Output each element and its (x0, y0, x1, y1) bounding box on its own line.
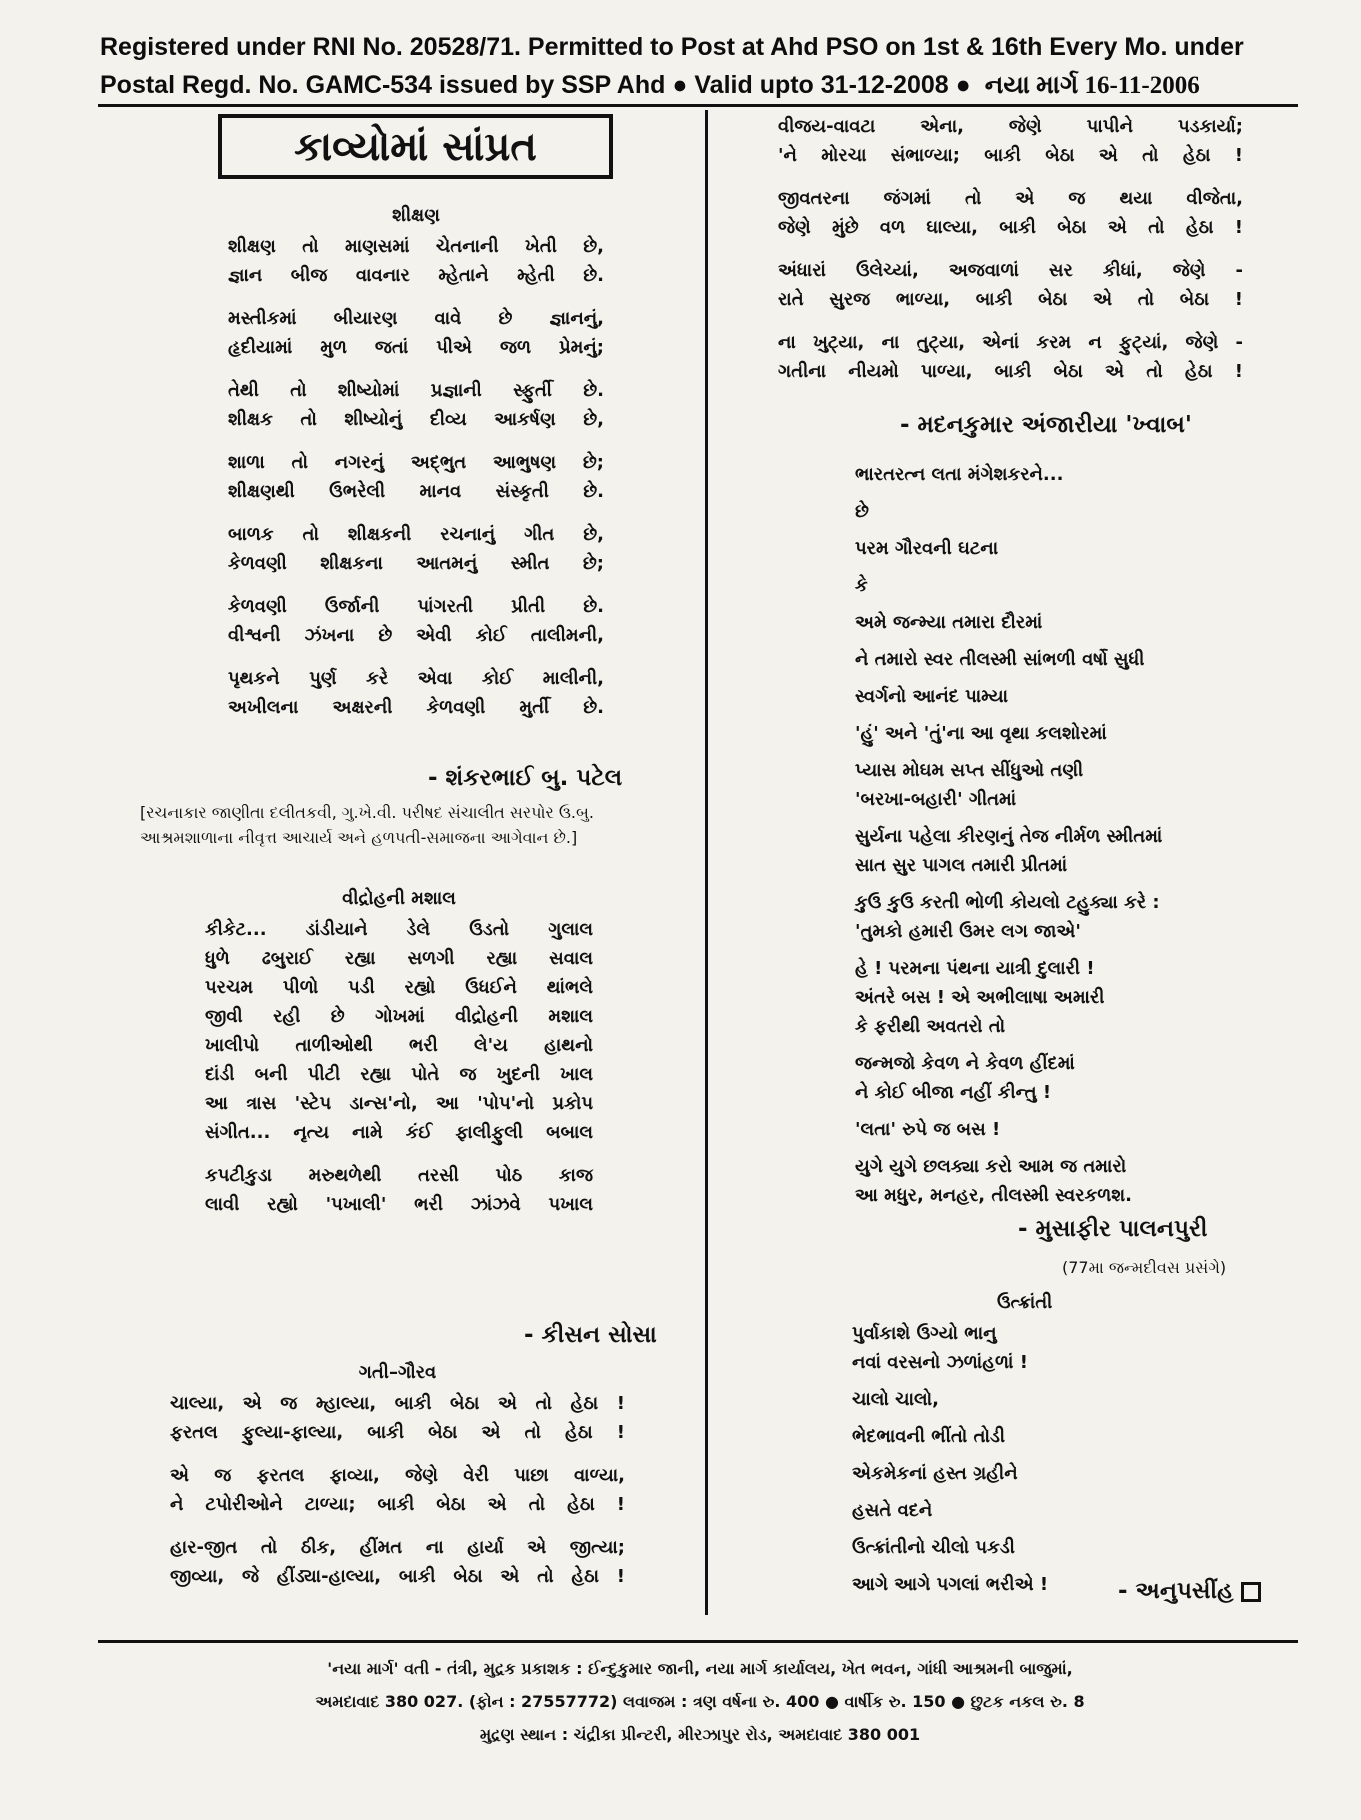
poem-line: સાત સુર પાગલ તમારી પ્રીતમાં (855, 855, 1068, 876)
imprint-line-3: મુદ્રણ સ્થાન : ચંદ્રીકા પ્રીન્ટરી, મીરઝાપુર રોડ, અમદાવાદ 380 001 (479, 1725, 921, 1744)
author-note: [રચનાકાર જાણીતા દલીતકવી, ગુ.ખે.વી. પરીષદ સંચાલીત સરપોર ઉ.બુ. આશ્રમશાળાના નીવૃત્ત આચાર્ય અને હળપતી-સમાજના આગેવાન છે.] (140, 803, 594, 847)
poem-body (852, 1319, 1152, 1599)
stanza (778, 256, 1243, 314)
poem-line: હસતે વદને (852, 1500, 933, 1521)
poem-line: આ મધુર, મનહર, તીલસ્મી સ્વરકળશ. (855, 1185, 1133, 1206)
poem-line: શીક્ષણથી ઉભરેલી માનવ સંસ્કૃતી છે. (228, 481, 604, 502)
poem-line: 'લતા' રુપે જ બસ ! (855, 1119, 1001, 1140)
imprint-line-1: 'નયા માર્ગ' વતી - તંત્રી, મુદ્રક પ્રકાશક : ઈન્દુકુમાર જાની, નયા માર્ગ કાર્યાલય, ખેત ભવન, ગાંધી આશ્રમની બાજુમાં, (327, 1659, 1073, 1678)
poem-line: શીક્ષક તો શીષ્યોનું દીવ્ય આકર્ષણ છે, (228, 409, 604, 430)
stanza (778, 328, 1243, 386)
poem-line: પરમ ગૌરવની ઘટના (855, 538, 999, 559)
poem-line: ના ખુટ્યા, ના તુટ્યા, એનાં કરમ ન ફુટ્યાં, જેણે - (778, 332, 1243, 353)
poem-body (170, 1389, 625, 1591)
poem-line: જીવ્યા, જે હીંડ્યા-હાલ્યા, બાકી બેઠા એ તો હેઠા ! (170, 1566, 625, 1587)
poem-line: ને કોઈ બીજા નહીં કીન્તુ ! (855, 1082, 1052, 1103)
poem-line: અમે જન્મ્યા તમારા દૌરમાં (855, 612, 1043, 633)
poem-line: આ ત્રાસ 'સ્ટેપ ડાન્સ'નો, આ 'પોપ'નો પ્રકોપ (205, 1093, 593, 1114)
stanza (228, 664, 604, 722)
stanza (228, 592, 604, 650)
poem-line: હાર-જીત તો ઠીક, હીંમત ના હાર્યા એ જીત્યા; (170, 1537, 625, 1558)
registration-header (100, 28, 1300, 105)
poem-line: એ જ ફરતલ ફાવ્યા, જેણે વેરી પાછા વાળ્યા, (170, 1465, 625, 1486)
poem-line: તેથી તો શીષ્યોમાં પ્રજ્ઞાની સ્ફુર્તી છે. (228, 380, 604, 401)
poem-lata (855, 460, 1255, 1210)
poem-line: યુગે યુગે છલક્યા કરો આમ જ તમારો (855, 1156, 1127, 1177)
poem-line: મસ્તીકમાં બીયારણ વાવે છે જ્ઞાનનું, (228, 308, 604, 329)
stanza (228, 448, 604, 506)
poem-line: પુર્વાકાશે ઉગ્યો ભાનુ (852, 1323, 997, 1344)
poem-shikshan (228, 205, 604, 736)
stanza (228, 304, 604, 362)
stanza (778, 184, 1243, 242)
poem-line: ભારતરત્ન લતા મંગેશકરને... (855, 464, 1064, 485)
registration-line-1: Registered under RNI No. 20528/71. Permitted to Post at Ahd PSO on 1st & 16th Every Mo. under (100, 33, 1244, 61)
poem-title: ગતી–ગૌરવ (358, 1362, 437, 1383)
column-divider (705, 110, 708, 1615)
poem-vidroh (205, 888, 593, 1233)
stanza (170, 1533, 625, 1591)
stanza (228, 376, 604, 434)
poem-body (855, 460, 1255, 1210)
poem-line: અંતરે બસ ! એ અભીલાષા અમારી (855, 987, 1105, 1008)
poem-line: ચાલો ચાલો, (852, 1389, 939, 1410)
poem-gati-gaurav-continued (778, 112, 1243, 400)
poem-line: વીજય-વાવટા એના, જેણે પાપીને પડકાર્યા; (778, 116, 1243, 137)
poem-line: શાળા તો નગરનું અદ્‌ભુત આભુષણ છે; (228, 452, 604, 473)
poem-line: પરચમ પીળો પડી રહ્યો ઉધઈને થાંભલે (205, 977, 593, 998)
poem-line: ખાલીપો તાળીઓથી ભરી લે'ય હાથનો (205, 1035, 593, 1056)
poem-author: - મુસાફીર પાલનપુરી (1018, 1216, 1208, 1242)
poem-line: વીશ્વની ઝંખના છે એવી કોઈ તાલીમની, (228, 625, 604, 646)
poem-line: સુર્યના પહેલા કીરણનું તેજ નીર્મળ સ્મીતમાં (855, 826, 1163, 847)
poem-title: વીદ્રોહની મશાલ (342, 888, 456, 909)
poem-line: 'હું' અને 'તું'ના આ વૃથા કલશોરમાં (855, 723, 1107, 744)
poem-author: - કીસન સોસા (524, 1322, 657, 1348)
poem-line: સ્વર્ગનો આનંદ પામ્યા (855, 686, 1009, 707)
poem-line: આગે આગે પગલાં ભરીએ ! (852, 1574, 1049, 1595)
issue-date: નયા માર્ગ 16-11-2006 (984, 72, 1200, 99)
poem-line: શીક્ષણ તો માણસમાં ચેતનાની ખેતી છે, (228, 236, 604, 257)
poem-line: કુઉ કુઉ કરતી ભોળી કોયલો ટહુક્યા કરે : (855, 892, 1160, 913)
stanza (778, 112, 1243, 170)
poem-utkranti (852, 1292, 1152, 1599)
poem-line: 'તુમકો હમારી ઉમર લગ જાએ' (855, 921, 1081, 942)
end-square-icon (1241, 1582, 1261, 1602)
poem-line: કીકેટ... ડાંડીયાને ડેલે ઉડતો ગુલાલ (205, 919, 593, 940)
poem-author: - અનુપસીંહ (1118, 1578, 1261, 1604)
poem-line: ને તમારો સ્વર તીલસ્મી સાંભળી વર્ષો સુધી (855, 649, 1145, 670)
poem-line: લાવી રહ્યો 'પખાલી' ભરી ઝાંઝવે પખાલ (205, 1194, 593, 1215)
poem-line: સંગીત... નૃત્ય નામે કંઈ ફાલીફુલી બબાલ (205, 1122, 593, 1143)
poem-title: ઉત્ક્રાંતી (997, 1292, 1053, 1313)
poem-body (228, 232, 604, 722)
poem-author: - મદનકુમાર અંજારીયા 'ખ્વાબ' (900, 412, 1192, 438)
poem-line: બાળક તો શીક્ષકની રચનાનું ગીત છે, (228, 524, 604, 545)
poem-line: અંધારાં ઉલેચ્યાં, અજવાળાં સર કીધાં, જેણે - (778, 260, 1243, 281)
stanza (170, 1389, 625, 1447)
bottom-divider (98, 1640, 1298, 1643)
stanza (205, 915, 593, 1147)
poem-line: જન્મજો કેવળ ને કેવળ હીંદમાં (855, 1053, 1075, 1074)
poem-line: અખીલના અક્ષરની કેળવણી મુર્તી છે. (228, 697, 604, 718)
poem-line: કપટીકુડા મરુથળેથી તરસી પોઠ કાજ (205, 1165, 593, 1186)
stanza (228, 232, 604, 290)
poem-gati-gaurav (170, 1362, 625, 1605)
poem-line: ગતીના નીયમો પાળ્યા, બાકી બેઠા એ તો હેઠા ! (778, 361, 1243, 382)
poem-line: ઉત્ક્રાંતીનો ચીલો પકડી (852, 1537, 1015, 1558)
poem-line: કેળવણી ઉર્જાની પાંગરતી પ્રીતી છે. (228, 596, 604, 617)
poem-line: કે ફરીથી અવતરો તો (855, 1016, 1006, 1037)
registration-line-2: Postal Regd. No. GAMC-534 issued by SSP Ahd ● Valid upto 31-12-2008 ● નયા માર્ગ 16-11-2006 (100, 71, 1200, 99)
poem-title: શીક્ષણ (392, 205, 440, 226)
poem-line: એકમેકનાં હસ્ત ગ્રહીને (852, 1463, 1018, 1484)
poem-line: હૃદીયામાં મુળ જતાં પીએ જળ પ્રેમનું; (228, 337, 604, 358)
poem-line: જીવતરના જંગમાં તો એ જ થયા વીજેતા, (778, 188, 1243, 209)
stanza (170, 1461, 625, 1519)
imprint-line-2: અમદાવાદ 380 027. (ફોન : 27557772) લવાજમ : ત્રણ વર્ષના રુ. 400 ● વાર્ષીક રુ. 150 ● છુટક નકલ રુ. 8 (315, 1692, 1085, 1711)
poem-body (205, 915, 593, 1219)
occasion-note: (77મા જન્મદીવસ પ્રસંગે) (1062, 1258, 1227, 1277)
poem-line: જ્ઞાન બીજ વાવનાર મ્હેતાને મ્હેતી છે. (228, 265, 604, 286)
poem-line: કેળવણી શીક્ષકના આતમનું સ્મીત છે; (228, 553, 604, 574)
poem-body (778, 112, 1243, 386)
poem-line: જેણે મુંછે વળ ઘાલ્યા, બાકી બેઠા એ તો હેઠા ! (778, 217, 1243, 238)
poem-line: હે ! પરમના પંથના યાત્રી દુલારી ! (855, 958, 1095, 979)
poem-line: રાતે સુરજ ભાળ્યા, બાકી બેઠા એ તો બેઠા ! (778, 289, 1243, 310)
poem-line: પૃથકને પુર્ણ કરે એવા કોઈ માલીની, (228, 668, 604, 689)
poem-line: પ્યાસ મોઘમ સપ્ત સીંધુઓ તણી (855, 760, 1084, 781)
poem-line: દાંડી બની પીટી રહ્યા પોતે જ ખુદની ખાલ (205, 1064, 593, 1085)
poem-line: છે (855, 501, 869, 522)
stanza (205, 1161, 593, 1219)
poem-line: 'બરખા-બહારી' ગીતમાં (855, 789, 1017, 810)
poem-line: ને ટપોરીઓને ટાળ્યા; બાકી બેઠા એ તો હેઠા ! (170, 1494, 625, 1515)
poem-line: 'ને મોરચા સંભાળ્યા; બાકી બેઠા એ તો હેઠા ! (778, 145, 1243, 166)
poem-line: ફરતલ ફુલ્યા-ફાલ્યા, બાકી બેઠા એ તો હેઠા ! (170, 1422, 625, 1443)
poem-line: જીવી રહી છે ગોખમાં વીદ્રોહની મશાલ (205, 1006, 593, 1027)
section-title: કાવ્યોમાં સાંપ્રત (218, 114, 613, 179)
imprint-footer (100, 1652, 1300, 1751)
poem-line: ધુળે ઢબુરાઈ રહ્યા સળગી રહ્યા સવાલ (205, 948, 593, 969)
poem-author: - શંકરભાઈ બુ. પટેલ (428, 765, 623, 791)
poem-line: ભેદભાવની ભીંતો તોડી (852, 1426, 1006, 1447)
top-divider (98, 104, 1298, 107)
stanza (228, 520, 604, 578)
poem-line: કે (855, 575, 868, 596)
poem-line: ચાલ્યા, એ જ મ્હાલ્યા, બાકી બેઠા એ તો હેઠા ! (170, 1393, 625, 1414)
poem-line: નવાં વરસનો ઝળાંહળાં ! (852, 1352, 1028, 1373)
